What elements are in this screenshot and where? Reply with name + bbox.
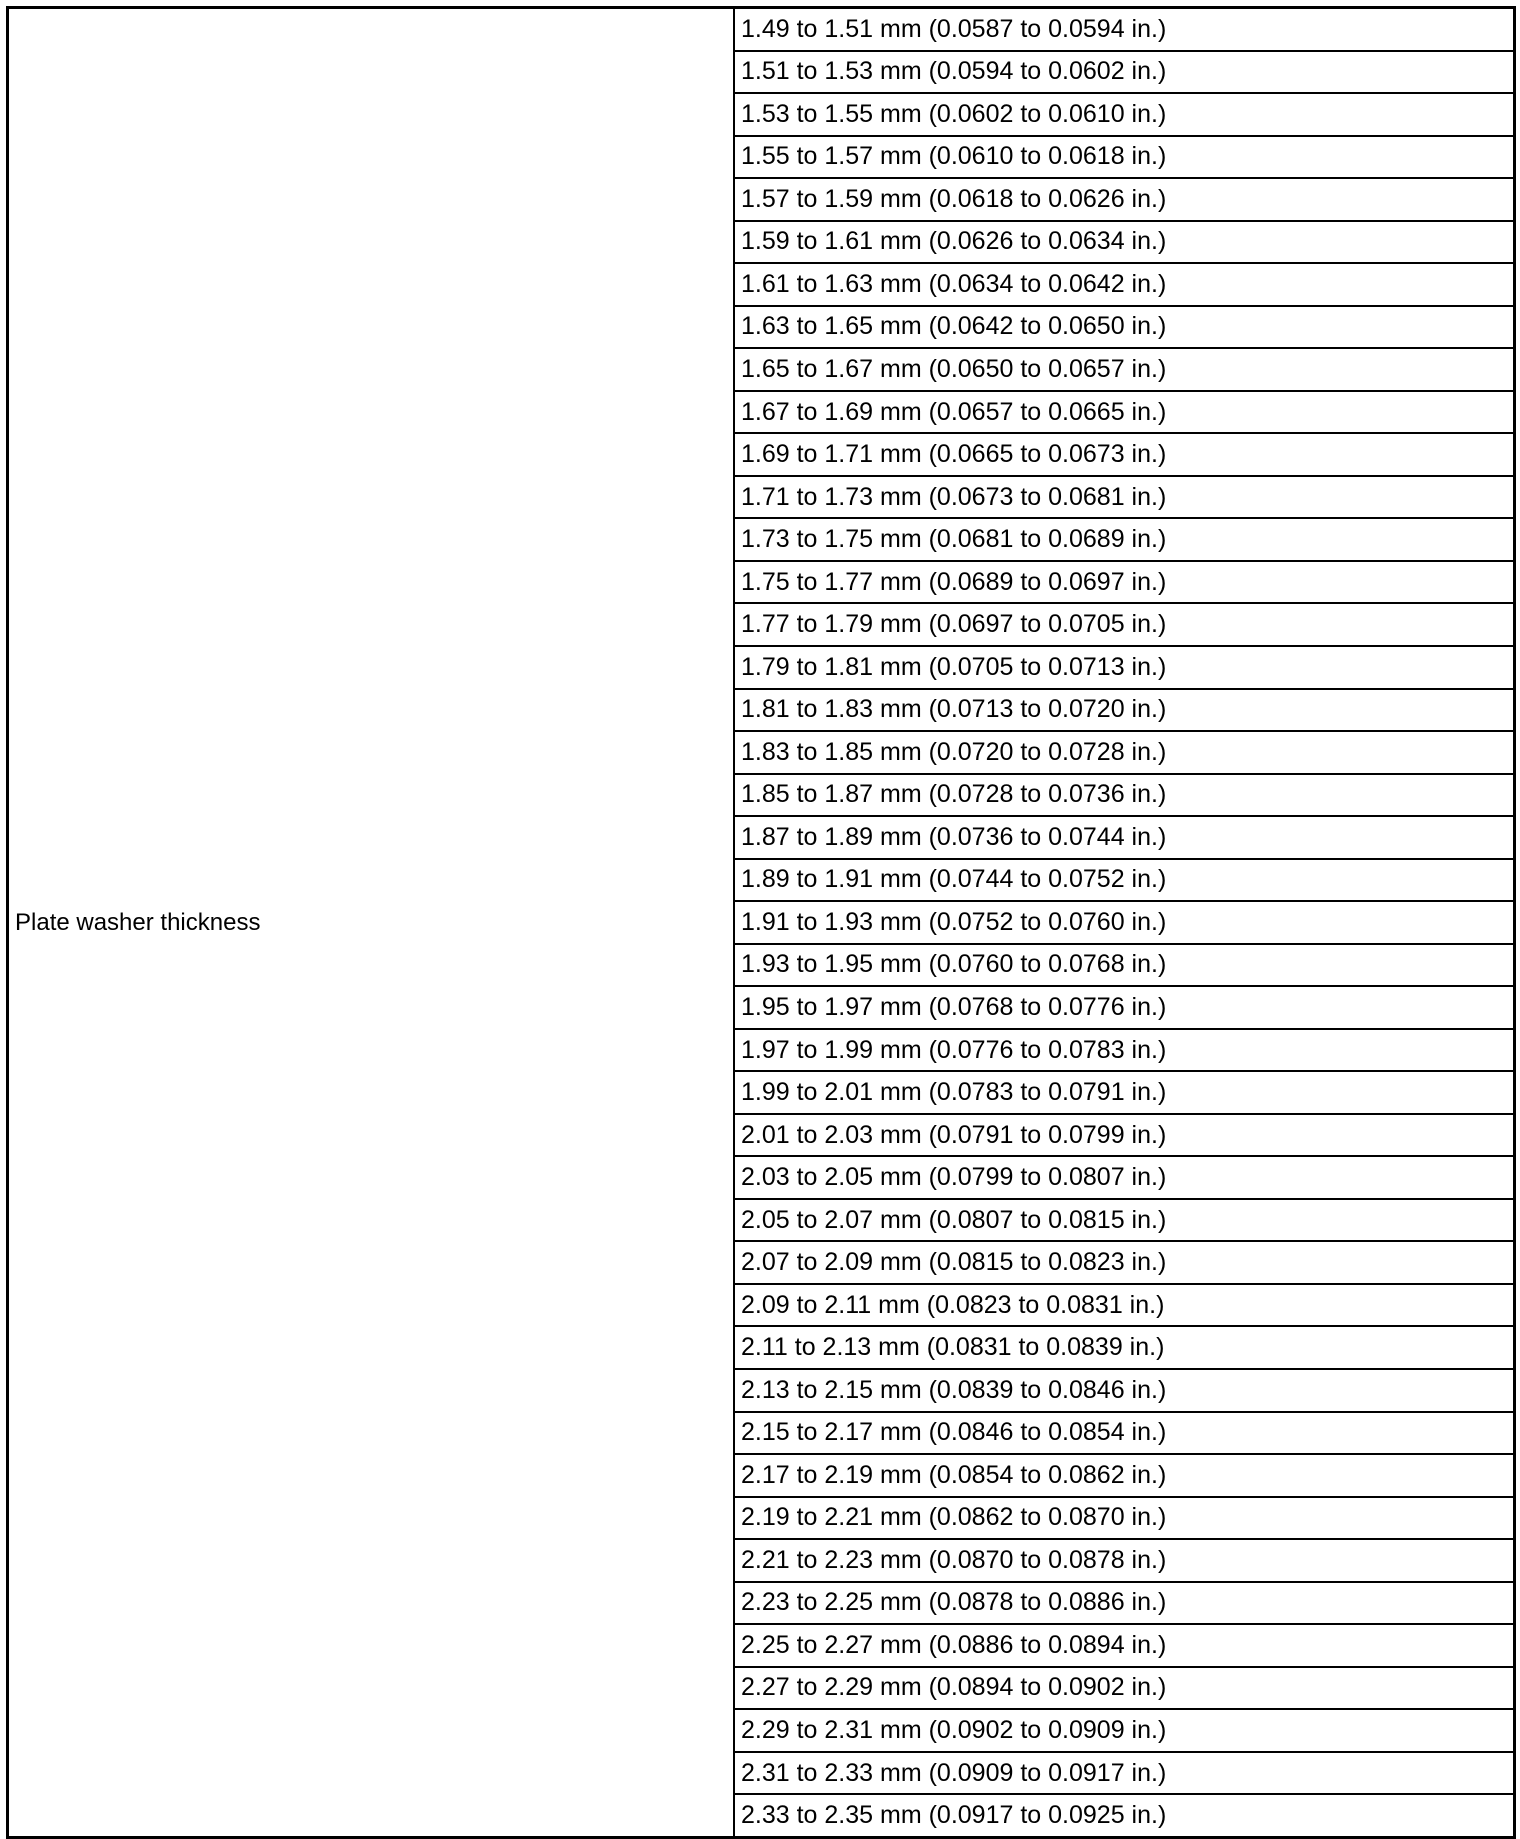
table-row <box>735 562 1513 605</box>
thickness-value: 1.91 to 1.93 mm (0.0752 to 0.0760 in.) <box>741 907 1167 936</box>
thickness-value: 2.11 to 2.13 mm (0.0831 to 0.0839 in.) <box>741 1333 1165 1362</box>
thickness-value: 1.63 to 1.65 mm (0.0642 to 0.0650 in.) <box>741 312 1167 341</box>
thickness-value: 1.53 to 1.55 mm (0.0602 to 0.0610 in.) <box>741 99 1167 128</box>
thickness-value: 2.19 to 2.21 mm (0.0862 to 0.0870 in.) <box>741 1503 1167 1532</box>
thickness-value: 2.15 to 2.17 mm (0.0846 to 0.0854 in.) <box>741 1418 1167 1447</box>
table-row <box>735 987 1513 1030</box>
row-label: Plate washer thickness <box>15 908 261 936</box>
thickness-value: 1.81 to 1.83 mm (0.0713 to 0.0720 in.) <box>741 695 1167 724</box>
table-row <box>735 179 1513 222</box>
table-row <box>735 1242 1513 1285</box>
table-row <box>735 1370 1513 1413</box>
table-row <box>735 222 1513 265</box>
table-row <box>735 902 1513 945</box>
table-row <box>735 690 1513 733</box>
thickness-value: 1.75 to 1.77 mm (0.0689 to 0.0697 in.) <box>741 567 1167 596</box>
thickness-value: 1.83 to 1.85 mm (0.0720 to 0.0728 in.) <box>741 737 1167 766</box>
table-row <box>735 519 1513 562</box>
thickness-value: 2.01 to 2.03 mm (0.0791 to 0.0799 in.) <box>741 1120 1167 1149</box>
table-row <box>735 1710 1513 1753</box>
thickness-value: 1.77 to 1.79 mm (0.0697 to 0.0705 in.) <box>741 610 1167 639</box>
thickness-value: 2.29 to 2.31 mm (0.0902 to 0.0909 in.) <box>741 1716 1167 1745</box>
table-row <box>735 434 1513 477</box>
table-row <box>735 1455 1513 1498</box>
thickness-value: 1.73 to 1.75 mm (0.0681 to 0.0689 in.) <box>741 525 1167 554</box>
table-row <box>735 1157 1513 1200</box>
table-row <box>735 1327 1513 1370</box>
table-row <box>735 1072 1513 1115</box>
table-row <box>735 477 1513 520</box>
thickness-value: 2.23 to 2.25 mm (0.0878 to 0.0886 in.) <box>741 1588 1167 1617</box>
table-row <box>735 775 1513 818</box>
table-row <box>735 1285 1513 1328</box>
thickness-value: 1.61 to 1.63 mm (0.0634 to 0.0642 in.) <box>741 269 1167 298</box>
table-row <box>735 604 1513 647</box>
table-row <box>735 1583 1513 1626</box>
thickness-value: 1.67 to 1.69 mm (0.0657 to 0.0665 in.) <box>741 397 1167 426</box>
thickness-value: 1.99 to 2.01 mm (0.0783 to 0.0791 in.) <box>741 1078 1167 1107</box>
table-row <box>735 1413 1513 1456</box>
table-row <box>735 52 1513 95</box>
table-row <box>735 94 1513 137</box>
thickness-value: 2.25 to 2.27 mm (0.0886 to 0.0894 in.) <box>741 1630 1167 1659</box>
thickness-value: 2.21 to 2.23 mm (0.0870 to 0.0878 in.) <box>741 1545 1167 1574</box>
table-label-cell <box>9 9 735 1836</box>
table-row <box>735 1115 1513 1158</box>
thickness-value: 1.59 to 1.61 mm (0.0626 to 0.0634 in.) <box>741 227 1167 256</box>
table-row <box>735 1795 1513 1836</box>
table-row <box>735 817 1513 860</box>
table-row <box>735 1625 1513 1668</box>
values-column <box>735 9 1513 1836</box>
thickness-value: 1.85 to 1.87 mm (0.0728 to 0.0736 in.) <box>741 780 1167 809</box>
thickness-value: 2.13 to 2.15 mm (0.0839 to 0.0846 in.) <box>741 1375 1167 1404</box>
thickness-value: 1.55 to 1.57 mm (0.0610 to 0.0618 in.) <box>741 142 1167 171</box>
thickness-value: 2.27 to 2.29 mm (0.0894 to 0.0902 in.) <box>741 1673 1167 1702</box>
thickness-value: 1.51 to 1.53 mm (0.0594 to 0.0602 in.) <box>741 57 1167 86</box>
thickness-value: 2.07 to 2.09 mm (0.0815 to 0.0823 in.) <box>741 1248 1167 1277</box>
table-row <box>735 349 1513 392</box>
thickness-value: 1.49 to 1.51 mm (0.0587 to 0.0594 in.) <box>741 14 1167 43</box>
thickness-value: 2.05 to 2.07 mm (0.0807 to 0.0815 in.) <box>741 1205 1167 1234</box>
thickness-value: 2.09 to 2.11 mm (0.0823 to 0.0831 in.) <box>741 1290 1165 1319</box>
thickness-value: 1.79 to 1.81 mm (0.0705 to 0.0713 in.) <box>741 652 1167 681</box>
thickness-value: 1.89 to 1.91 mm (0.0744 to 0.0752 in.) <box>741 865 1167 894</box>
thickness-value: 1.65 to 1.67 mm (0.0650 to 0.0657 in.) <box>741 355 1167 384</box>
table-row <box>735 732 1513 775</box>
thickness-value: 2.17 to 2.19 mm (0.0854 to 0.0862 in.) <box>741 1460 1167 1489</box>
thickness-value: 1.95 to 1.97 mm (0.0768 to 0.0776 in.) <box>741 992 1167 1021</box>
table-row <box>735 945 1513 988</box>
thickness-value: 1.71 to 1.73 mm (0.0673 to 0.0681 in.) <box>741 482 1167 511</box>
thickness-value: 2.33 to 2.35 mm (0.0917 to 0.0925 in.) <box>741 1801 1167 1830</box>
table-row <box>735 1753 1513 1796</box>
table-row <box>735 860 1513 903</box>
table-row <box>735 1668 1513 1711</box>
thickness-value: 1.97 to 1.99 mm (0.0776 to 0.0783 in.) <box>741 1035 1167 1064</box>
table-row <box>735 1030 1513 1073</box>
table-row <box>735 9 1513 52</box>
thickness-value: 1.69 to 1.71 mm (0.0665 to 0.0673 in.) <box>741 440 1167 469</box>
table-row <box>735 307 1513 350</box>
thickness-value: 2.03 to 2.05 mm (0.0799 to 0.0807 in.) <box>741 1163 1167 1192</box>
table-row <box>735 392 1513 435</box>
thickness-value: 1.93 to 1.95 mm (0.0760 to 0.0768 in.) <box>741 950 1167 979</box>
thickness-value: 1.57 to 1.59 mm (0.0618 to 0.0626 in.) <box>741 184 1167 213</box>
table-row <box>735 264 1513 307</box>
thickness-value: 2.31 to 2.33 mm (0.0909 to 0.0917 in.) <box>741 1758 1167 1787</box>
table-row <box>735 137 1513 180</box>
table-row <box>735 1540 1513 1583</box>
thickness-value: 1.87 to 1.89 mm (0.0736 to 0.0744 in.) <box>741 822 1167 851</box>
spec-table <box>6 6 1516 1839</box>
table-row <box>735 647 1513 690</box>
table-row <box>735 1200 1513 1243</box>
table-row <box>735 1498 1513 1541</box>
